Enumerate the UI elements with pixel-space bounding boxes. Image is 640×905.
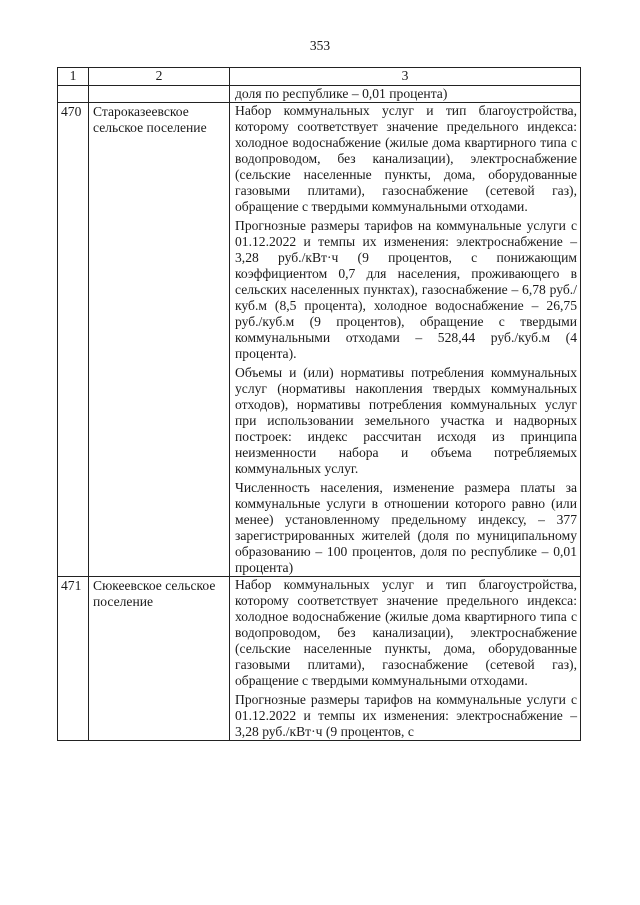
row-description [230, 103, 581, 577]
row-number: 471 [58, 577, 89, 741]
table-header-row [58, 68, 581, 86]
page-number: 353 [309, 38, 331, 53]
paragraph-tariffs: Прогнозные размеры тарифов на коммунальные услуги с 01.12.2022 и темпы их изменения: электроснабжение – 3,28 руб./кВт·ч (9 процентов, с понижающим коэффициентом 0,7 для населения, проживающего в сельских населенных пунктах), газоснабжение – 6,78 руб./куб.м (8,5 процента), холодное водоснабжение – 26,75 руб./куб.м (9 процентов), обращение с твердыми коммунальными отходами – 528,44 руб./куб.м (4 процента). [235, 218, 577, 361]
paragraph-tariffs: Прогнозные размеры тарифов на коммунальные услуги с 01.12.2022 и темпы их изменения: электроснабжение – 3,28 руб./кВт·ч (9 процентов, с [235, 692, 577, 739]
municipality-name: Сюкеевское сельское поселение [89, 577, 230, 741]
table-row [58, 577, 581, 741]
paragraph-services: Набор коммунальных услуг и тип благоустройства, которому соответствует значение предельного индекса: холодное водоснабжение (жилые дома квартирного типа с водопроводом, без канализации), электроснабжение (сельские населенные пункты, дома, оборудованные газовыми плитами), газоснабжение (сетевой газ), обращение с твердыми коммунальными отходами. [235, 103, 577, 214]
row-description [230, 577, 581, 741]
paragraph-population: Численность населения, изменение размера платы за коммунальные услуги в отношении которого равно (или менее) установленному предельному индексу, – 377 зарегистрированных жителей (доля по муниципальному образованию – 100 процентов, доля по республике – 0,01 процента) [235, 480, 577, 575]
row-number: 470 [58, 103, 89, 577]
column-header-3: 3 [230, 68, 581, 86]
continuation-row [58, 86, 581, 103]
continuation-text: доля по республике – 0,01 процента) [235, 86, 448, 101]
tariff-table [57, 67, 581, 741]
column-header-2: 2 [89, 68, 230, 86]
table-row [58, 103, 581, 577]
paragraph-services: Набор коммунальных услуг и тип благоустройства, которому соответствует значение предельного индекса: холодное водоснабжение (жилые дома квартирного типа с водопроводом, без канализации), электроснабжение (сельские населенные пункты, дома, оборудованные газовыми плитами), газоснабжение (сетевой газ), обращение с твердыми коммунальными отходами. [235, 577, 577, 688]
column-header-1: 1 [58, 68, 89, 86]
municipality-name: Староказеевское сельское поселение [89, 103, 230, 577]
paragraph-norms: Объемы и (или) нормативы потребления коммунальных услуг (нормативы накопления твердых коммунальных отходов), нормативы потребления коммунальных услуг при использовании земельного участка и надворных построек: индекс рассчитан исходя из принципа неизменности набора и объема потребляемых коммунальных услуг. [235, 365, 577, 476]
